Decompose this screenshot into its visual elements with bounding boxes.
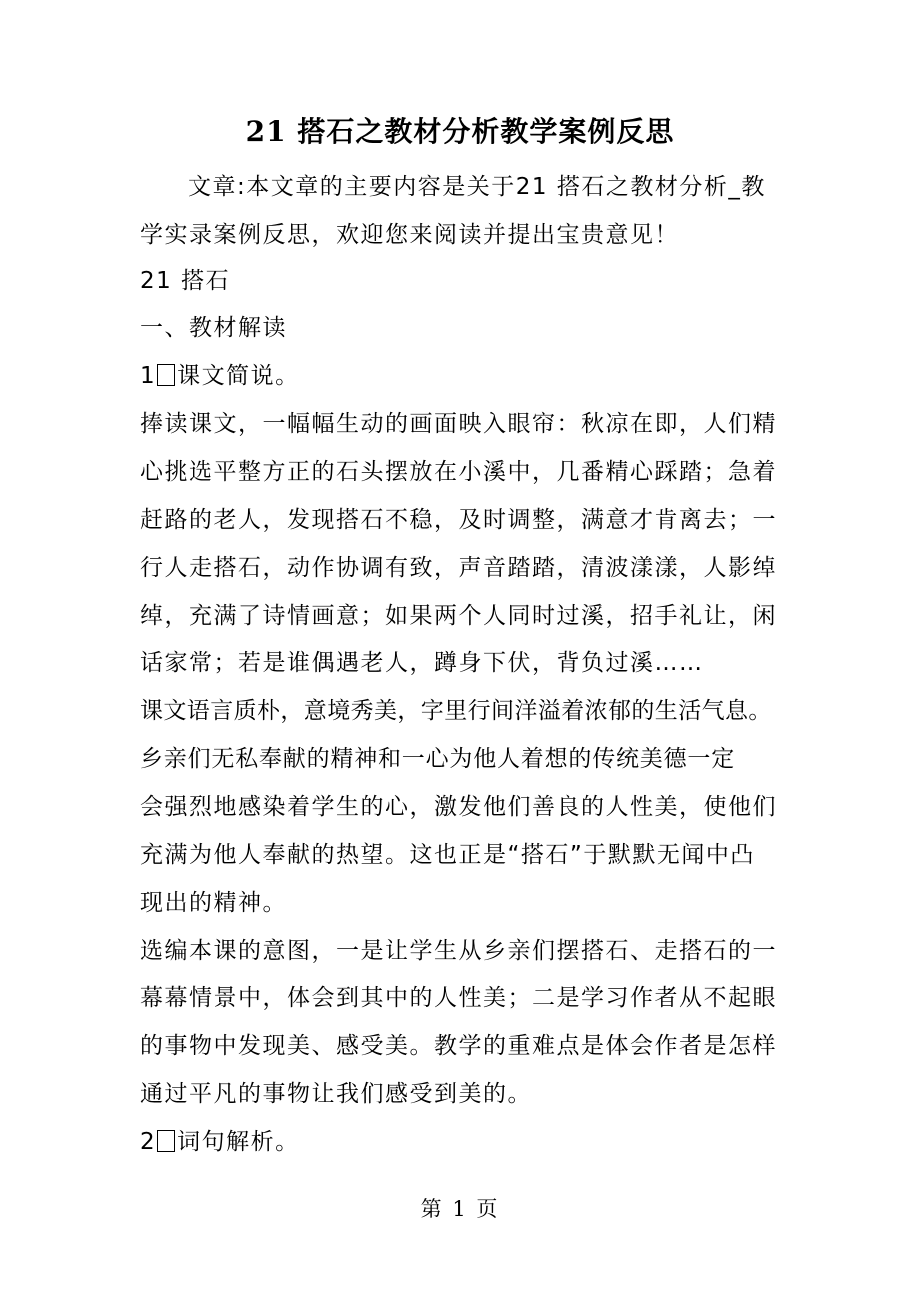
- paragraph-line: 现出的精神。: [140, 890, 287, 916]
- paragraph-line: 捧读课文，一幅幅生动的画面映入眼帘：秋凉在即，人们精: [140, 411, 777, 437]
- paragraph-line: 会强烈地感染着学生的心，激发他们善良的人性美，使他们: [140, 794, 777, 820]
- item-number: 2: [140, 1129, 157, 1155]
- document-title: 21 搭石之教材分析教学案例反思: [245, 115, 675, 148]
- item-title: 词句解析。: [177, 1129, 300, 1155]
- intro-line: 学实录案例反思，欢迎您来阅读并提出宝贵意见！: [140, 222, 679, 248]
- missing-glyph-box-icon: [157, 1130, 175, 1152]
- item-heading: [140, 1125, 300, 1159]
- item-number: 1: [140, 363, 157, 389]
- item-title: 课文简说。: [177, 363, 300, 389]
- paragraph-line: 心挑选平整方正的石头摆放在小溪中，几番精心踩踏；急着: [140, 459, 777, 485]
- paragraph-line: 乡亲们无私奉献的精神和一心为他人着想的传统美德一定: [140, 746, 735, 772]
- paragraph-line: 赶路的老人，发现搭石不稳，及时调整，满意才肯离去；一: [140, 507, 777, 533]
- paragraph-line: 话家常；若是谁偶遇老人，蹲身下伏，背负过溪……: [140, 650, 704, 676]
- paragraph-line: 幕幕情景中，体会到其中的人性美；二是学习作者从不起眼: [140, 985, 777, 1011]
- paragraph-line: 选编本课的意图，一是让学生从乡亲们摆搭石、走搭石的一: [140, 938, 777, 964]
- paragraph-line: 绰，充满了诗情画意；如果两个人同时过溪，招手礼让，闲: [140, 603, 777, 629]
- lesson-label: 21 搭石: [140, 268, 231, 294]
- missing-glyph-box-icon: [157, 364, 175, 386]
- page-number-footer: 第 1 页: [420, 1197, 500, 1221]
- paragraph-line: 的事物中发现美、感受美。教学的重难点是体会作者是怎样: [140, 1033, 777, 1059]
- item-heading: [140, 359, 300, 393]
- paragraph-line: 通过平凡的事物让我们感受到美的。: [140, 1081, 532, 1107]
- intro-line: 文章:本文章的主要内容是关于21 搭石之教材分析_教: [188, 174, 766, 200]
- paragraph-line: 课文语言质朴，意境秀美，字里行间洋溢着浓郁的生活气息。: [140, 698, 772, 724]
- paragraph-line: 行人走搭石，动作协调有致，声音踏踏，清波漾漾，人影绰: [140, 555, 777, 581]
- paragraph-line: 充满为他人奉献的热望。这也正是“搭石”于默默无闻中凸: [140, 842, 755, 868]
- section-heading: 一、教材解读: [140, 315, 287, 341]
